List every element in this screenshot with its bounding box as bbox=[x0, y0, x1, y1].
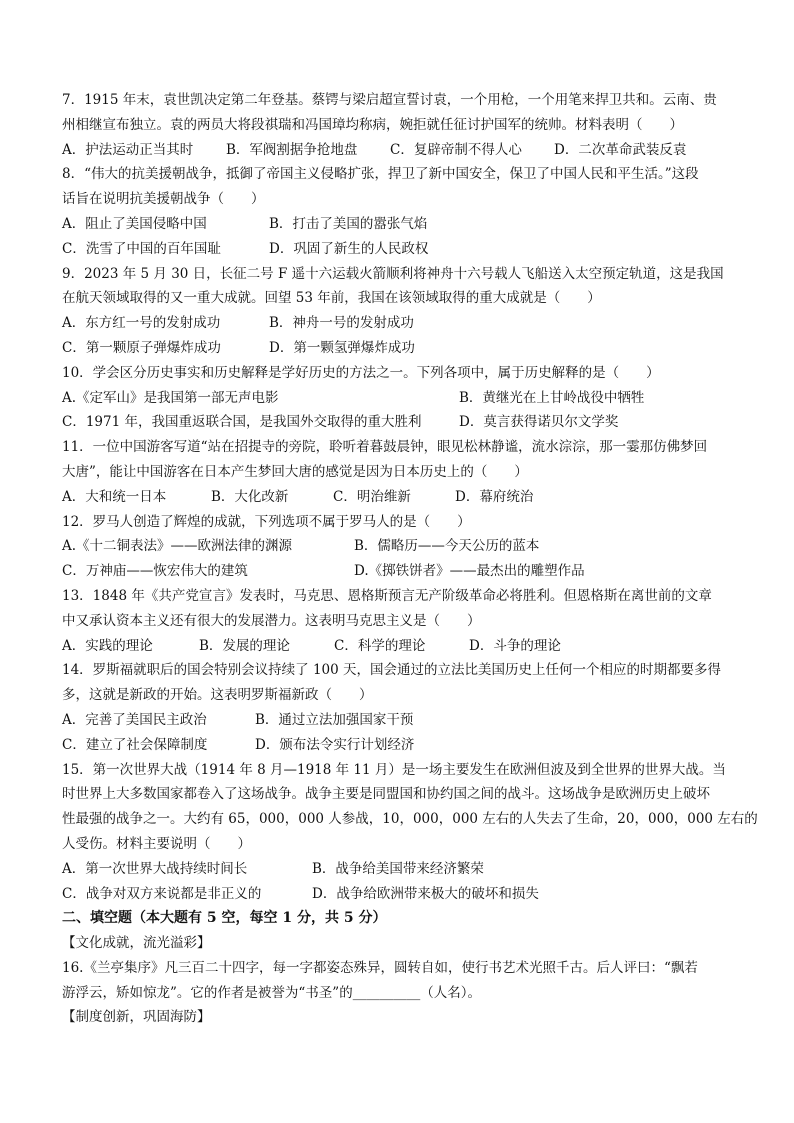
q13-option-a: A．实践的理论 bbox=[62, 637, 153, 654]
q14-options-row1 bbox=[62, 708, 738, 733]
q8-options-row2 bbox=[62, 237, 738, 262]
q7-stem-line1: 7．1915 年末，袁世凯决定第二年登基。蔡锷与梁启超宣誓讨袁，一个用枪，一个用笔来捍卫共和。云南、贵 bbox=[62, 92, 717, 108]
q15-option-d: D．战争给欧洲带来极大的破坏和损失 bbox=[312, 885, 539, 902]
q10-stem-line1: 10．学会区分历史事实和历史解释是学好历史的方法之一。下列各项中，属于历史解释的是（ ） bbox=[62, 364, 660, 381]
q9-option-b: B．神舟一号的发射成功 bbox=[269, 315, 414, 332]
q12-option-b: B．儒略历——今天公历的蓝本 bbox=[354, 538, 540, 555]
q12-option-c: C．万神庙——恢宏伟大的建筑 bbox=[62, 563, 248, 580]
q11-option-b: B．大化改新 bbox=[211, 488, 289, 505]
q13-option-d: D．斗争的理论 bbox=[469, 637, 561, 654]
q9-stem-line1: 9．2023 年 5 月 30 日，长征二号 F 遥十六运载火箭顺利将神舟十六号载人飞船送入太空预定轨道，这是我国 bbox=[62, 265, 724, 282]
q9-option-d: D．第一颗氢弹爆炸成功 bbox=[269, 339, 415, 356]
q8-options-row1 bbox=[62, 212, 738, 237]
q13-stem-line2: 中又承认资本主义还有很大的发展潜力。这表明马克思主义是（ ） bbox=[62, 612, 481, 629]
section2-topic-culture: 【文化成就，流光溢彩】 bbox=[62, 935, 211, 952]
section2-title: 二、填空题（本大题有 5 空，每空 1 分，共 5 分） bbox=[62, 910, 387, 927]
q12-options-row1 bbox=[62, 534, 738, 559]
q11-option-d: D．幕府统治 bbox=[455, 488, 534, 505]
q7-stem-line2: 州相继宣布独立。袁的两员大将段祺瑞和冯国璋均称病，婉拒就任征讨护国军的统帅。材料表明（ ） bbox=[62, 116, 683, 133]
q14-option-c: C．建立了社会保障制度 bbox=[62, 736, 208, 753]
q13-option-b: B．发展的理论 bbox=[199, 637, 290, 654]
q15-option-c: C．战争对双方来说都是非正义的 bbox=[62, 885, 262, 902]
q11-option-a: A．大和统一日本 bbox=[62, 488, 167, 505]
q13-option-c: C．科学的理论 bbox=[334, 637, 426, 654]
q10-option-c: C．1971 年，我国重返联合国，是我国外交取得的重大胜利 bbox=[62, 414, 422, 431]
q14-stem-line1: 14．罗斯福就职后的国会特别会议持续了 100 天，国会通过的立法比美国历史上任何一个相应的时期都要多得 bbox=[62, 662, 722, 679]
q10-option-a: A.《定军山》是我国第一部无声电影 bbox=[62, 389, 279, 406]
q8-option-d: D．巩固了新生的人民政权 bbox=[269, 240, 429, 257]
q15-options-row2 bbox=[62, 882, 738, 907]
q8-stem-line1: 8．“伟大的抗美援朝战争，抵御了帝国主义侵略扩张，捍卫了新中国安全，保卫了中国人民和平生活。”这段 bbox=[62, 166, 699, 183]
section2-topic-system: 【制度创新，巩固海防】 bbox=[62, 1009, 211, 1026]
q9-option-c: C．第一颗原子弹爆炸成功 bbox=[62, 339, 221, 356]
q7-option-d: D．二次革命武装反袁 bbox=[554, 141, 687, 158]
q9-option-a: A．东方红一号的发射成功 bbox=[62, 315, 221, 332]
q15-stem-line3: 性最强的战争之一。大约有 65，000，000 人参战，10，000，000 左右的人失去了生命，20，000，000 左右的 bbox=[62, 811, 758, 828]
q14-stem-line2: 多，这就是新政的开始。这表明罗斯福新政（ ） bbox=[62, 687, 373, 704]
q10-options-row2 bbox=[62, 410, 738, 435]
q11-options bbox=[62, 485, 738, 510]
q7-option-a: A．护法运动正当其时 bbox=[62, 141, 194, 158]
q15-stem-line4: 人受伤。材料主要说明（ ） bbox=[62, 835, 251, 852]
q8-option-b: B．打击了美国的嚣张气焰 bbox=[269, 215, 428, 232]
q15-option-b: B．战争给美国带来经济繁荣 bbox=[312, 860, 484, 877]
q12-stem-line1: 12．罗马人创造了辉煌的成就，下列选项不属于罗马人的是（ ） bbox=[62, 513, 471, 530]
q14-option-b: B．通过立法加强国家干预 bbox=[255, 711, 414, 728]
q11-option-c: C．明治维新 bbox=[333, 488, 411, 505]
q8-option-c: C．洗雪了中国的百年国耻 bbox=[62, 240, 221, 257]
q13-options bbox=[62, 634, 738, 659]
q10-options-row1 bbox=[62, 386, 738, 411]
q12-option-a: A.《十二铜表法》——欧洲法律的渊源 bbox=[62, 538, 293, 555]
q11-stem-line1: 11．一位中国游客写道“站在招提寺的旁院，聆听着暮鼓晨钟，眼见松林静谧，流水淙淙，那一霎那仿佛梦回 bbox=[62, 439, 708, 456]
q9-stem-line2: 在航天领域取得的又一重大成就。回望 53 年前，我国在该领域取得的重大成就是（ ） bbox=[62, 290, 601, 307]
exam-page bbox=[62, 88, 758, 1030]
q16-line2: 游浮云，矫如惊龙”。它的作者是被誉为“书圣”的__________（人名）。 bbox=[62, 984, 481, 1001]
q8-option-a: A．阻止了美国侵略中国 bbox=[62, 215, 207, 232]
q14-options-row2 bbox=[62, 733, 738, 758]
q16-line1: 16.《兰亭集序》凡三百二十四字，每一字都姿态殊异，圆转自如，使行书艺术光照千古。后人评曰：“飘若 bbox=[62, 959, 698, 976]
q8-stem-line2: 话旨在说明抗美援朝战争（ ） bbox=[62, 191, 265, 208]
q15-stem-line1: 15．第一次世界大战（1914 年 8 月—1918 年 11 月）是一场主要发生在欧洲但波及到全世界的世界大战。当 bbox=[62, 761, 726, 778]
q14-option-a: A．完善了美国民主政治 bbox=[62, 711, 207, 728]
q15-stem-line2: 时世界上大多数国家都卷入了这场战争。战争主要是同盟国和协约国之间的战斗。这场战争是欧洲历史上破坏 bbox=[62, 786, 710, 803]
q10-option-b: B．黄继光在上甘岭战役中牺牲 bbox=[459, 389, 645, 406]
q12-option-d: D.《掷铁饼者》——最杰出的雕塑作品 bbox=[354, 563, 585, 580]
q14-option-d: D．颁布法令实行计划经济 bbox=[255, 736, 415, 753]
q11-stem-line2: 大唐”，能让中国游客在日本产生梦回大唐的感觉是因为日本历史上的（ ） bbox=[62, 463, 528, 480]
q13-stem-line1: 13．1848 年《共产党宣言》发表时，马克思、恩格斯预言无产阶级革命必将胜利。但恩格斯在离世前的文章 bbox=[62, 587, 712, 604]
q15-options-row1 bbox=[62, 857, 738, 882]
q9-options-row2 bbox=[62, 336, 738, 361]
q7-options bbox=[62, 138, 738, 163]
q7-option-c: C．复辟帝制不得人心 bbox=[390, 141, 522, 158]
q12-options-row2 bbox=[62, 559, 738, 584]
q9-options-row1 bbox=[62, 311, 738, 336]
q10-option-d: D．莫言获得诺贝尔文学奖 bbox=[459, 414, 619, 431]
q7-option-b: B．军阀割据争抢地盘 bbox=[226, 141, 358, 158]
q15-option-a: A．第一次世界大战持续时间长 bbox=[62, 860, 248, 877]
